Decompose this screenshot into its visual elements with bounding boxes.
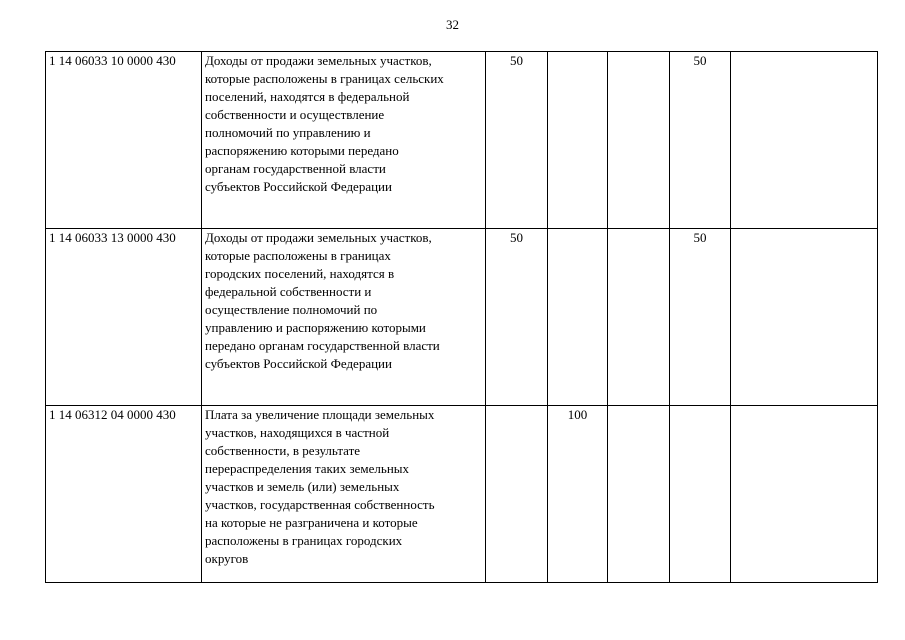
amount-cell: [548, 229, 608, 406]
amount-cell: [608, 406, 670, 583]
description-line: субъектов Российской Федерации: [205, 356, 392, 371]
description-line: поселений, находятся в федеральной: [205, 89, 410, 104]
budget-code-cell: 1 14 06033 10 0000 430: [46, 52, 202, 229]
amount-cell: [731, 52, 878, 229]
amount-cell: [486, 406, 548, 583]
description-line: собственности и осуществление: [205, 107, 385, 122]
description-line: которые расположены в границах: [205, 248, 391, 263]
description-line: округов: [205, 551, 249, 566]
description-line: на которые не разграничена и которые: [205, 515, 418, 530]
description-line: полномочий по управлению и: [205, 125, 371, 140]
description-line: участков, государственная собственность: [205, 497, 435, 512]
description-line: органам государственной власти: [205, 161, 386, 176]
table-row: [46, 52, 878, 229]
description-cell: [202, 406, 486, 583]
amount-cell: [608, 52, 670, 229]
description-line: распоряжению которыми передано: [205, 143, 399, 158]
amount-cell: [486, 229, 548, 406]
amount-cell: [731, 229, 878, 406]
description-line: передано органам государственной власти: [205, 338, 440, 353]
amount-cell: [608, 229, 670, 406]
description-line: которые расположены в границах сельских: [205, 71, 444, 86]
description-line: Доходы от продажи земельных участков,: [205, 230, 432, 245]
description-line: субъектов Российской Федерации: [205, 179, 392, 194]
page-number: 32: [446, 17, 459, 32]
budget-table: [45, 51, 878, 583]
budget-code-cell: 1 14 06312 04 0000 430: [46, 406, 202, 583]
description-line: Доходы от продажи земельных участков,: [205, 53, 432, 68]
amount-cell: [731, 406, 878, 583]
description-line: федеральной собственности и: [205, 284, 372, 299]
amount-value: 50: [693, 53, 707, 68]
amount-value: 100: [567, 407, 588, 422]
amount-value: 50: [510, 230, 523, 245]
description-cell: [202, 52, 486, 229]
description-cell: [202, 229, 486, 406]
description-line: городских поселений, находятся в: [205, 266, 395, 281]
amount-cell: [548, 52, 608, 229]
description-line: участков и земель (или) земельных: [205, 479, 400, 494]
amount-cell: [548, 406, 608, 583]
table-row: [46, 229, 878, 406]
description-line: расположены в границах городских: [205, 533, 403, 548]
description-line: осуществление полномочий по: [205, 302, 378, 317]
description-line: Плата за увеличение площади земельных: [205, 407, 435, 422]
amount-value: 50: [510, 53, 523, 68]
amount-value: 50: [693, 230, 707, 245]
description-line: перераспределения таких земельных: [205, 461, 410, 476]
amount-cell: [670, 52, 731, 229]
description-line: собственности, в результате: [205, 443, 361, 458]
budget-code-cell: 1 14 06033 13 0000 430: [46, 229, 202, 406]
amount-cell: [670, 406, 731, 583]
amount-cell: [670, 229, 731, 406]
amount-cell: [486, 52, 548, 229]
description-line: участков, находящихся в частной: [205, 425, 390, 440]
table-row: [46, 406, 878, 583]
description-line: управлению и распоряжению которыми: [205, 320, 426, 335]
